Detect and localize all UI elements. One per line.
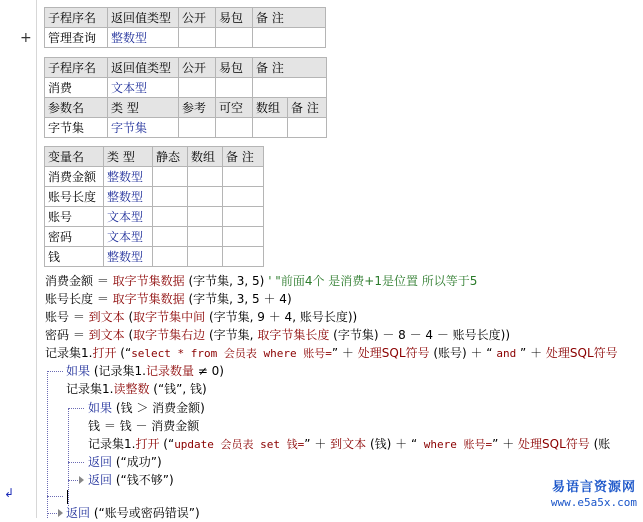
header-param-name: 参数名 <box>45 98 108 118</box>
code-line-12[interactable] <box>88 471 174 489</box>
code-token: 到文本 <box>88 310 125 324</box>
var-type-cell[interactable]: 整数型 <box>104 167 153 187</box>
var-type-cell[interactable]: 整数型 <box>104 247 153 267</box>
var-array-cell[interactable] <box>188 167 223 187</box>
header-return-type: 返回值类型 <box>108 58 179 78</box>
code-line-9[interactable] <box>88 417 199 435</box>
code-token: 记录集1. <box>45 346 93 360</box>
code-token: ” ＋ <box>304 437 331 451</box>
code-line-2[interactable] <box>45 290 292 308</box>
code-token: (“ <box>116 346 132 360</box>
param-type-cell[interactable]: 字节集 <box>108 118 179 138</box>
code-token: (字节集, 3, 5) <box>184 274 265 288</box>
header-param-ref: 参考 <box>179 98 216 118</box>
code-token: 密码 ＝ <box>45 328 89 342</box>
code-token: 记录数量 <box>145 364 194 378</box>
site-watermark <box>551 480 637 510</box>
code-token: 处理SQL符号 <box>357 346 430 360</box>
var-static-cell[interactable] <box>153 227 188 247</box>
code-token: (字节集) － 8 － 4 － 账号长度)) <box>329 328 511 342</box>
var-note-cell[interactable] <box>223 247 264 267</box>
code-token: (字节集, 3, 5 ＋ 4) <box>184 292 292 306</box>
code-token: (“钱”, 钱) <box>149 382 207 396</box>
code-line-10[interactable] <box>88 435 610 453</box>
var-array-cell[interactable] <box>188 207 223 227</box>
var-array-cell[interactable] <box>188 247 223 267</box>
code-token: (“ <box>159 437 175 451</box>
code-token: 取字节集长度 <box>257 328 330 342</box>
code-line-8[interactable] <box>88 399 205 417</box>
code-token: 到文本 <box>330 437 367 451</box>
editor-gutter <box>0 0 40 518</box>
else-arrow-icon <box>79 476 84 484</box>
flow-guide-branch <box>47 371 63 372</box>
code-keyword: 返回 <box>66 506 91 520</box>
code-token: 账号长度 ＝ <box>45 292 113 306</box>
var-note-cell[interactable] <box>223 187 264 207</box>
code-line-3[interactable] <box>45 308 357 326</box>
code-token: 账号 ＝ <box>45 310 89 324</box>
var-name-cell[interactable]: 账号长度 <box>45 187 104 207</box>
flow-guide-branch <box>68 462 84 463</box>
epkg-cell[interactable] <box>216 78 253 98</box>
code-token: 记录集1. <box>88 437 136 451</box>
return-type-cell[interactable]: 文本型 <box>108 78 179 98</box>
code-token: (“钱不够”) <box>112 473 174 487</box>
table-row[interactable] <box>45 247 264 267</box>
param-name-cell[interactable]: 字节集 <box>45 118 108 138</box>
header-public: 公开 <box>179 58 216 78</box>
code-token: ” ＋ <box>516 346 546 360</box>
var-static-cell[interactable] <box>153 207 188 227</box>
table-row[interactable] <box>45 207 264 227</box>
code-token: 取字节集数据 <box>112 274 185 288</box>
code-line-4[interactable] <box>45 326 510 344</box>
header-param-optional: 可空 <box>216 98 253 118</box>
code-token: ” ＋ <box>331 346 358 360</box>
header-param-array: 数组 <box>253 98 288 118</box>
flow-guide-branch <box>68 480 78 481</box>
table-row[interactable] <box>45 227 264 247</box>
param-array-cell[interactable] <box>253 118 288 138</box>
header-param-note: 备 注 <box>288 98 327 118</box>
header-sub-name: 子程序名 <box>45 8 108 28</box>
code-string: select * from 会员表 where 账号= <box>131 347 332 360</box>
code-token: 打开 <box>135 437 160 451</box>
var-type-cell[interactable]: 文本型 <box>104 207 153 227</box>
code-line-1[interactable] <box>45 272 477 290</box>
code-token: 到文本 <box>88 328 125 342</box>
code-token: (字节集, <box>205 328 258 342</box>
code-token: (账号) ＋ “ <box>429 346 497 360</box>
code-token: 钱 ＝ 钱 － 消费金额 <box>88 419 200 433</box>
header-var-type: 类 型 <box>104 147 153 167</box>
gutter-divider <box>36 0 37 518</box>
code-token: ” ＋ <box>492 437 519 451</box>
note-cell[interactable] <box>253 28 326 48</box>
flow-guide-branch <box>47 496 63 497</box>
code-keyword: 如果 <box>66 364 91 378</box>
code-keyword: 返回 <box>88 455 113 469</box>
sub-name-cell[interactable]: 管理查询 <box>45 28 108 48</box>
header-epkg: 易包 <box>216 8 253 28</box>
watermark-title: 易语言资源网 <box>551 480 636 495</box>
code-token: 取字节集右边 <box>133 328 206 342</box>
code-token: (钱 ＞ 消费金额) <box>112 401 205 415</box>
var-name-cell[interactable]: 消费金额 <box>45 167 104 187</box>
header-var-array: 数组 <box>188 147 223 167</box>
var-note-cell[interactable] <box>223 167 264 187</box>
code-token: ≠ 0) <box>193 364 224 378</box>
code-line-14[interactable] <box>66 504 200 522</box>
note-cell[interactable] <box>253 78 327 98</box>
epkg-cell[interactable] <box>216 28 253 48</box>
var-array-cell[interactable] <box>188 187 223 207</box>
var-note-cell[interactable] <box>223 227 264 247</box>
code-keyword: 如果 <box>88 401 113 415</box>
code-token: 处理SQL符号 <box>545 346 618 360</box>
param-ref-cell[interactable] <box>179 118 216 138</box>
header-epkg: 易包 <box>216 58 253 78</box>
code-line-11[interactable] <box>88 453 162 471</box>
sub-name-cell[interactable]: 消费 <box>45 78 108 98</box>
var-type-cell[interactable]: 文本型 <box>104 227 153 247</box>
var-type-cell[interactable]: 整数型 <box>104 187 153 207</box>
header-return-type: 返回值类型 <box>108 8 179 28</box>
var-name-cell[interactable]: 钱 <box>45 247 104 267</box>
code-token: 读整数 <box>113 382 150 396</box>
table-row[interactable] <box>45 187 264 207</box>
flow-guide-branch <box>68 408 84 409</box>
header-var-note: 备 注 <box>223 147 264 167</box>
code-keyword: 返回 <box>88 473 113 487</box>
else-arrow-icon <box>58 509 63 517</box>
code-string: where 账号= <box>417 438 493 451</box>
code-token: (钱) ＋ “ <box>366 437 418 451</box>
code-line-7[interactable] <box>66 380 207 398</box>
header-param-type: 类 型 <box>108 98 179 118</box>
public-cell[interactable] <box>179 28 216 48</box>
return-arrow-icon: ↲ <box>4 486 15 500</box>
var-note-cell[interactable] <box>223 207 264 227</box>
table-row[interactable] <box>45 167 264 187</box>
var-static-cell[interactable] <box>153 187 188 207</box>
code-line-6[interactable] <box>66 362 224 380</box>
code-token: (字节集, 9 ＋ 4, 账号长度)) <box>205 310 358 324</box>
text-cursor <box>67 490 68 504</box>
code-token: ( <box>124 310 134 324</box>
flow-guide-inner <box>68 408 69 506</box>
code-comment: ' "前面4个 是消费+1是位置 所以等于5 <box>264 274 478 288</box>
subroutine-table-manage-query <box>44 7 326 48</box>
param-optional-cell[interactable] <box>216 118 253 138</box>
subroutine-table-consume <box>44 57 327 138</box>
code-string: and <box>496 347 517 360</box>
header-var-name: 变量名 <box>45 147 104 167</box>
code-string: update 会员表 set 钱= <box>174 438 305 451</box>
var-static-cell[interactable] <box>153 167 188 187</box>
code-token: 取字节集数据 <box>112 292 185 306</box>
code-token: 打开 <box>92 346 117 360</box>
var-name-cell[interactable]: 密码 <box>45 227 104 247</box>
watermark-url: www.e5a5x.com <box>550 496 637 509</box>
param-note-cell[interactable] <box>288 118 327 138</box>
code-line-5[interactable] <box>45 344 618 362</box>
return-type-cell[interactable]: 整数型 <box>108 28 179 48</box>
header-note: 备 注 <box>253 58 327 78</box>
code-token: 取字节集中间 <box>133 310 206 324</box>
local-variables-table <box>44 146 264 267</box>
code-token: 处理SQL符号 <box>518 437 590 451</box>
code-token: 消费金额 ＝ <box>45 274 113 288</box>
expand-icon[interactable]: + <box>20 30 32 46</box>
flow-guide-branch <box>47 513 57 514</box>
header-public: 公开 <box>179 8 216 28</box>
code-token: 记录集1. <box>66 382 114 396</box>
var-name-cell[interactable]: 账号 <box>45 207 104 227</box>
code-token: ( <box>124 328 134 342</box>
var-array-cell[interactable] <box>188 227 223 247</box>
var-static-cell[interactable] <box>153 247 188 267</box>
header-var-static: 静态 <box>153 147 188 167</box>
code-token: (记录集1. <box>90 364 146 378</box>
public-cell[interactable] <box>179 78 216 98</box>
code-token: (账 <box>589 437 611 451</box>
header-note: 备 注 <box>253 8 326 28</box>
header-sub-name: 子程序名 <box>45 58 108 78</box>
code-token: (“账号或密码错误”) <box>90 506 200 520</box>
code-token: (“成功”) <box>112 455 162 469</box>
